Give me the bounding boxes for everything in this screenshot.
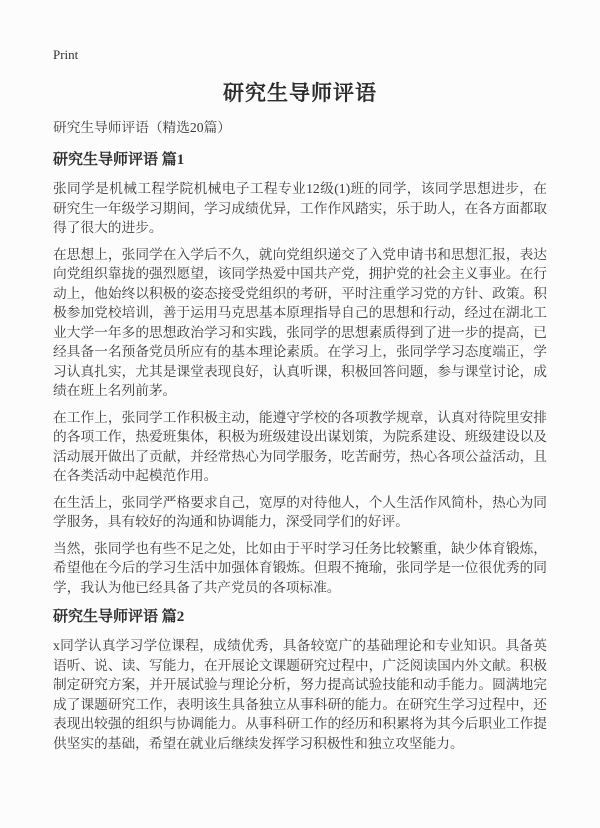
print-link[interactable]: Print <box>53 47 79 62</box>
section1-paragraph-4: 在生活上，张同学严格要求自己，宽厚的对待他人，个人生活作风简朴，热心为同学服务，具有较好的沟通和协调能力，深受同学们的好评。 <box>53 494 547 529</box>
section-heading-1: 研究生导师评语 篇1 <box>53 152 185 168</box>
section1-paragraph-3: 在工作上，张同学工作积极主动，能遵守学校的各项教学规章，认真对待院里安排的各项工作，热爱班集体，积极为班级建设出谋划策，为院系建设、班级建设以及活动展开做出了贡献，并经常热心为同学服务，吃苦耐劳，热心各项公益活动，且在各类活动中起模范作用。 <box>53 409 547 483</box>
section-heading-2: 研究生导师评语 篇2 <box>53 609 185 625</box>
doc-subtitle: 研究生导师评语（精选20篇） <box>53 120 231 135</box>
page-title: 研究生导师评语 <box>223 81 377 105</box>
section2-paragraph-1: x同学认真学习学位课程，成绩优秀，具备较宽广的基础理论和专业知识。具备英语听、说、读、写能力，在开展论文课题研究过程中，广泛阅读国内外文献。积极制定研究方案，并开展试验与理论分析，努力提高试验技能和动手能力。圆满地完成了课题研究工作，表明该生具备独立从事科研的能力。在研究生学习过程中，还表现出较强的组织与协调能力。从事科研工作的经历和积累将为其今后职业工作提供坚实的基础，希望在就业后继续发挥学习积极性和独立攻坚能力。 <box>53 638 547 751</box>
section1-paragraph-5: 当然，张同学也有些不足之处，比如由于平时学习任务比较繁重，缺少体育锻炼，希望他在今后的学习生活中加强体育锻炼。但瑕不掩瑜，张同学是一位很优秀的同学，我认为他已经具备了共产党员的各项标准。 <box>53 540 547 595</box>
section1-paragraph-2: 在思想上，张同学在入学后不久，就向党组织递交了入党申请书和思想汇报，表达向党组织靠拢的强烈愿望，该同学热爱中国共产党，拥护党的社会主义事业。在行动上，他始终以积极的姿态接受党组织的考研，平时注重学习党的方针、政策。积极参加党校培训，善于运用马克思基本原理指导自己的思想和行动，经过在湖北工业大学一年多的思想政治学习和实践，张同学的思想素质得到了进一步的提高，已经具备一名预备党员所应有的基本理论素质。在学习上，张同学学习态度端正，学习认真扎实，尤其是课堂表现良好，认真听课，积极回答问题，参与课堂讨论，成绩在班上名列前茅。 <box>53 246 547 398</box>
section1-paragraph-1: 张同学是机械工程学院机械电子工程专业12级(1)班的同学，该同学思想进步，在研究生一年级学习期间，学习成绩优异，工作作风踏实，乐于助人，在各方面都取得了很大的进步。 <box>53 181 547 235</box>
